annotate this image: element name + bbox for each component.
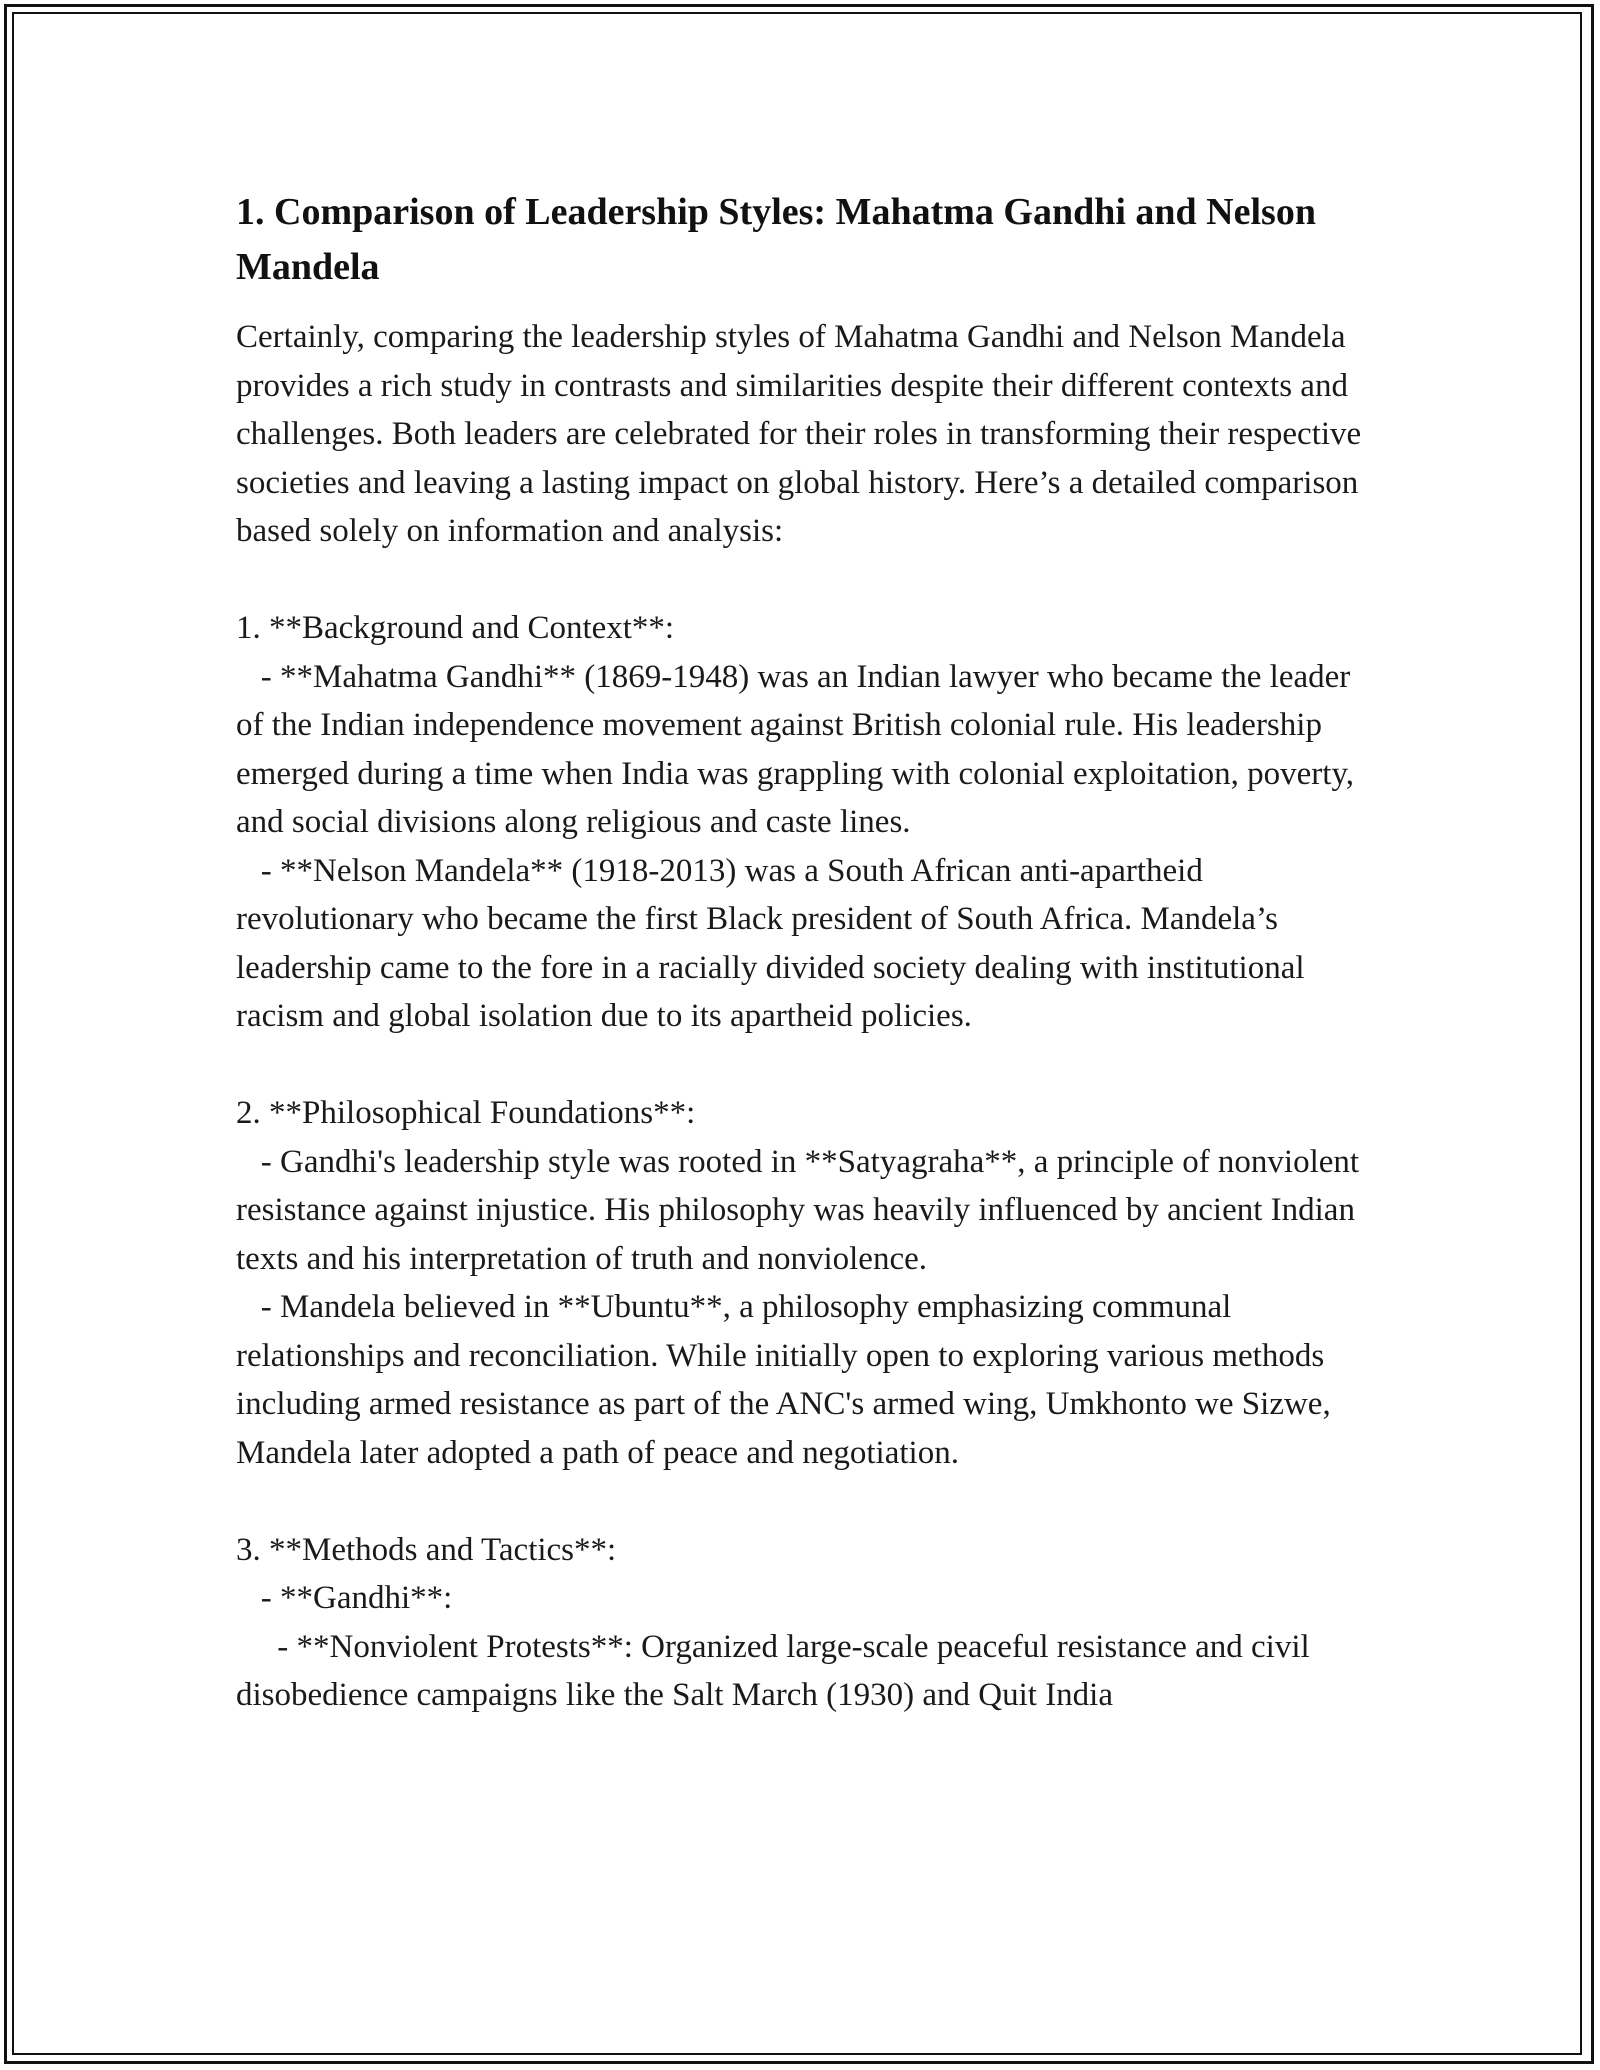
section-heading: 3. **Methods and Tactics**: xyxy=(236,1531,617,1568)
document-body xyxy=(236,185,1386,1720)
section-heading: 2. **Philosophical Foundations**: xyxy=(236,1095,696,1131)
list-item: - Gandhi's leadership style was rooted in **Satyagraha**, a principle of nonviolent resistance against injustice. His philosophy was heavily influenced by ancient Indian texts and his interpretation of truth and nonviolence. xyxy=(236,1143,1368,1277)
section-background xyxy=(236,604,1386,1041)
document-title: 1. Comparison of Leadership Styles: Mahatma Gandhi and Nelson Mandela xyxy=(236,191,1316,288)
list-item: - **Mahatma Gandhi** (1869-1948) was an Indian lawyer who became the leader of the Indian independence movement against British colonial rule. His leadership emerged during a time when India was grappling with colonial exploitation, poverty, and social divisions along religious and caste lines. xyxy=(236,658,1363,840)
section-heading: 1. **Background and Context**: xyxy=(236,610,675,646)
list-item: - **Nonviolent Protests**: Organized large-scale peaceful resistance and civil disobedience campaigns like the Salt March (1930) and Quit India xyxy=(236,1628,1318,1713)
section-methods xyxy=(236,1526,1386,1720)
list-item: - **Nelson Mandela** (1918-2013) was a South African anti-apartheid revolutionary who became the first Black president of South Africa. Mandela’s leadership came to the fore in a racially divided society dealing with institutional racism and global isolation due to its apartheid policies. xyxy=(236,852,1313,1034)
section-philosophy xyxy=(236,1089,1386,1477)
list-item: - **Gandhi**: xyxy=(236,1580,453,1616)
list-item: - Mandela believed in **Ubuntu**, a philosophy emphasizing communal relationships and reconciliation. While initially open to exploring various methods including armed resistance as part of the ANC's armed wing, Umkhonto we Sizwe, Mandela later adopted a path of peace and negotiation. xyxy=(236,1289,1339,1471)
intro-paragraph: Certainly, comparing the leadership styles of Mahatma Gandhi and Nelson Mandela provides a rich study in contrasts and similarities despite their different contexts and challenges. Both leaders are celebrated for their roles in transforming their respective societies and leaving a lasting impact on global history. Here’s a detailed comparison based solely on information and analysis: xyxy=(236,319,1370,549)
